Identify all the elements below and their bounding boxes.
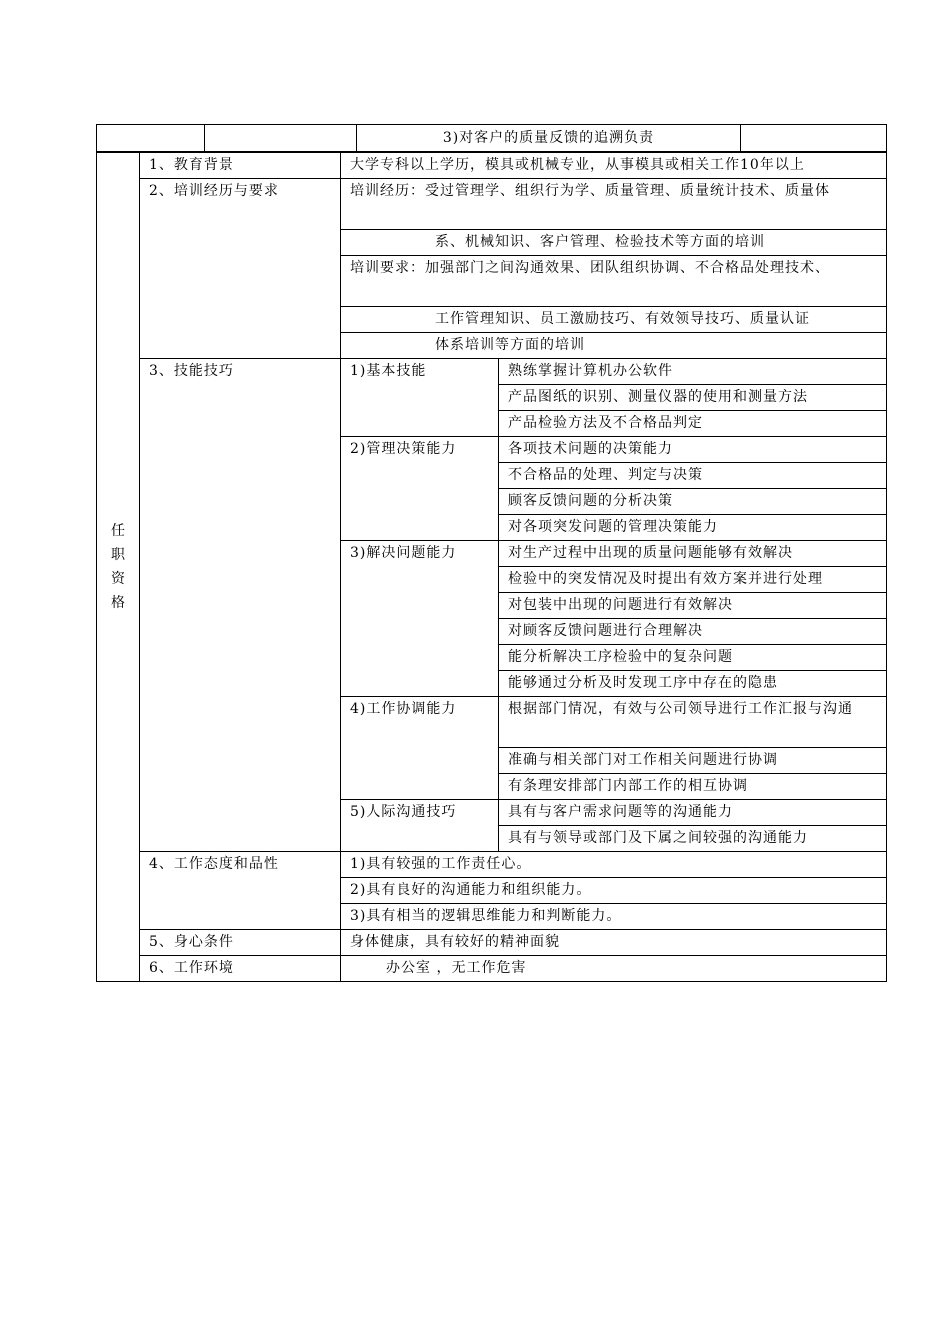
- health-value: 身体健康，具有较好的精神面貌: [341, 930, 887, 956]
- attitude-item: 1)具有较强的工作责任心。: [341, 852, 887, 878]
- skill-item: 能分析解决工序检验中的复杂问题: [499, 645, 887, 671]
- attitude-item: 3)具有相当的逻辑思维能力和判断能力。: [341, 904, 887, 930]
- environment-label: 6、工作环境: [140, 956, 341, 982]
- training-row: [97, 179, 887, 230]
- section-title-char: 格: [111, 595, 126, 611]
- skill-group-name: 5)人际沟通技巧: [341, 800, 499, 852]
- training-line-3: 培训要求：加强部门之间沟通效果、团队组织协调、不合格品处理技术、: [341, 256, 887, 307]
- skill-item: 对包装中出现的问题进行有效解决: [499, 593, 887, 619]
- attitude-item: 2)具有良好的沟通能力和组织能力。: [341, 878, 887, 904]
- training-line-1: 培训经历：受过管理学、组织行为学、质量管理、质量统计技术、质量体: [341, 179, 887, 230]
- education-value: 大学专科以上学历，模具或机械专业，从事模具或相关工作10年以上: [341, 153, 887, 179]
- skill-item: 不合格品的处理、判定与决策: [499, 463, 887, 489]
- skill-item: 根据部门情况，有效与公司领导进行工作汇报与沟通: [499, 697, 887, 748]
- health-row: [97, 930, 887, 956]
- skill-item: 具有与领导或部门及下属之间较强的沟通能力: [499, 826, 887, 852]
- skill-item: 有条理安排部门内部工作的相互协调: [499, 774, 887, 800]
- top-row-cell-2: [205, 125, 357, 152]
- skill-item: 对生产过程中出现的质量问题能够有效解决: [499, 541, 887, 567]
- skill-item: 对各项突发问题的管理决策能力: [499, 515, 887, 541]
- training-line-4: 工作管理知识、员工激励技巧、有效领导技巧、质量认证: [341, 307, 887, 333]
- skills-label: 3、技能技巧: [140, 359, 341, 852]
- attitude-row: [97, 852, 887, 878]
- skill-group-name: 1)基本技能: [341, 359, 499, 437]
- skill-item: 对顾客反馈问题进行合理解决: [499, 619, 887, 645]
- section-title-char: 任: [111, 523, 126, 539]
- top-row-cell-1: [97, 125, 205, 152]
- skill-item: 产品检验方法及不合格品判定: [499, 411, 887, 437]
- environment-row: [97, 956, 887, 982]
- skill-item: 检验中的突发情况及时提出有效方案并进行处理: [499, 567, 887, 593]
- skill-item: 顾客反馈问题的分析决策: [499, 489, 887, 515]
- environment-value: 办公室 ，无工作危害: [341, 956, 887, 982]
- training-line-2: 系、机械知识、客户管理、检验技术等方面的培训: [341, 230, 887, 256]
- education-row: [97, 153, 887, 179]
- section-title: [97, 153, 140, 982]
- skill-group-name: 4)工作协调能力: [341, 697, 499, 800]
- skill-item: 能够通过分析及时发现工序中存在的隐患: [499, 671, 887, 697]
- skill-row: [97, 359, 887, 385]
- skill-item: 熟练掌握计算机办公软件: [499, 359, 887, 385]
- training-line-5: 体系培训等方面的培训: [341, 333, 887, 359]
- skill-item: 准确与相关部门对工作相关问题进行协调: [499, 748, 887, 774]
- top-row: [97, 125, 887, 152]
- skill-item: 具有与客户需求问题等的沟通能力: [499, 800, 887, 826]
- education-label: 1、教育背景: [140, 153, 341, 179]
- top-row-table: [96, 124, 887, 152]
- skill-group-name: 3)解决问题能力: [341, 541, 499, 697]
- skill-item: 各项技术问题的决策能力: [499, 437, 887, 463]
- health-label: 5、身心条件: [140, 930, 341, 956]
- qualification-table: [96, 152, 887, 982]
- training-label: 2、培训经历与要求: [140, 179, 341, 359]
- section-title-char: 职: [111, 547, 126, 563]
- skill-group-name: 2)管理决策能力: [341, 437, 499, 541]
- attitude-label: 4、工作态度和品性: [140, 852, 341, 930]
- top-row-cell-4: [741, 125, 887, 152]
- section-title-char: 资: [111, 571, 126, 587]
- top-row-responsibility: 3)对客户的质量反馈的追溯负责: [357, 125, 741, 152]
- skill-item: 产品图纸的识别、测量仪器的使用和测量方法: [499, 385, 887, 411]
